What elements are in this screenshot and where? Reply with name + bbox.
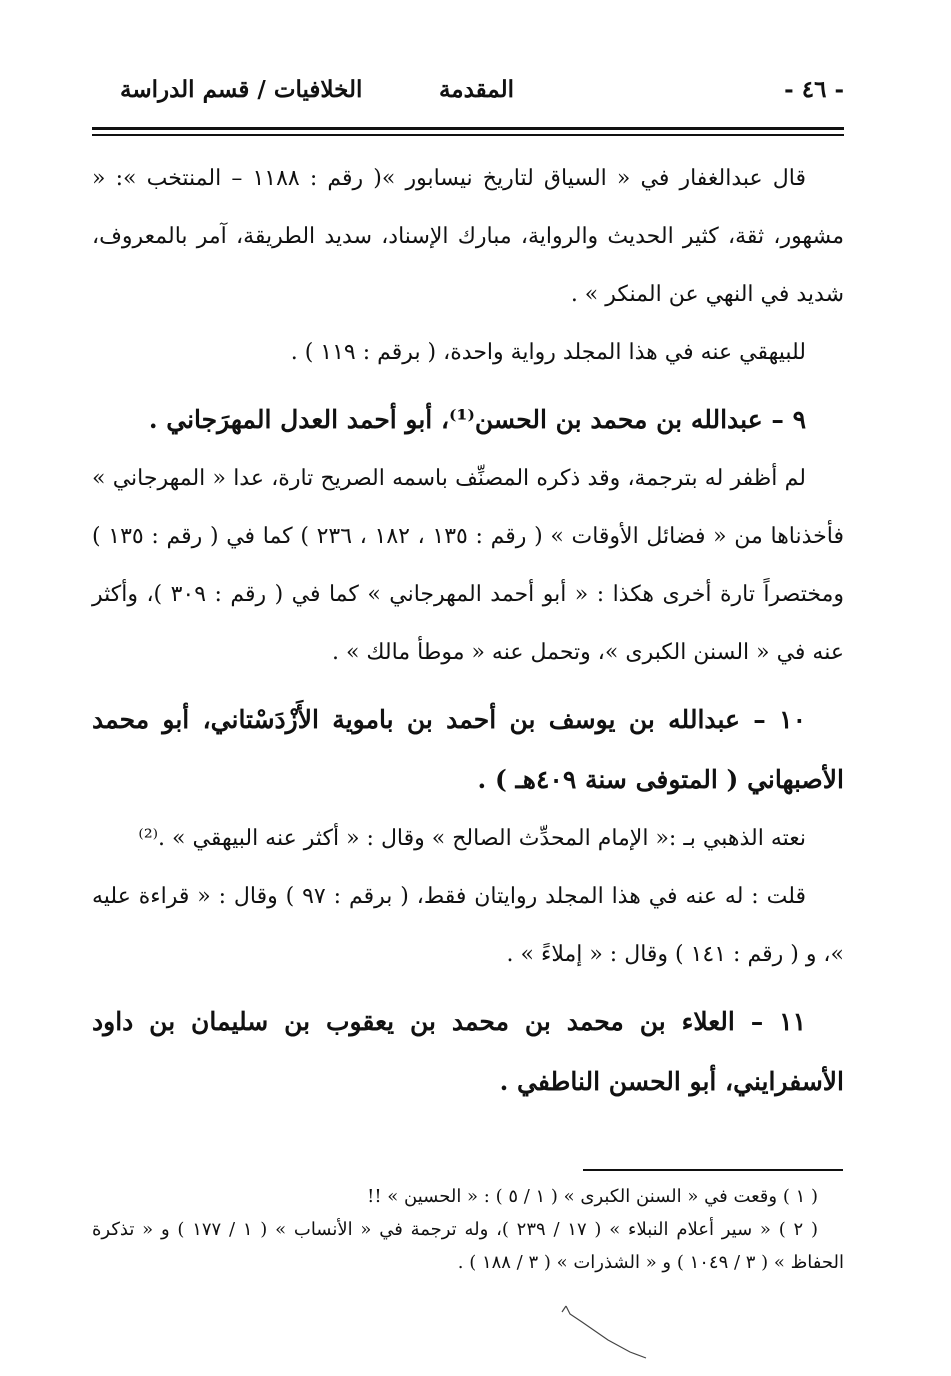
entry-heading-10: ١٠ – عبدالله بن يوسف بن أحمد بن باموية الأَزْدَسْتاني، أبو محمد الأصبهاني ( المتوفى سنة ٤٠٩هـ ) . — [92, 705, 844, 794]
footnotes — [92, 1180, 844, 1279]
spacer — [92, 382, 844, 390]
spacer — [92, 984, 844, 992]
footnote-1: ( ١ ) وقعت في « السنن الكبرى » ( ١ / ٥ ) : « الحسين » !! — [367, 1186, 818, 1207]
entry-heading-11: ١١ – العلاء بن محمد بن محمد بن يعقوب بن سليمان بن داود الأسفرايني، أبو الحسن الناطفي . — [92, 1007, 844, 1096]
section-title: المقدمة — [438, 76, 514, 103]
book-title: الخلافيات / قسم الدراسة — [120, 76, 363, 103]
header-rule-thin — [92, 134, 844, 136]
pen-stroke-mark — [548, 1300, 658, 1360]
page-header — [92, 72, 844, 112]
paragraph-riwaya: للبيهقي عنه في هذا المجلد رواية واحدة، ( برقم : ١١٩ ) . — [290, 340, 806, 365]
page-body — [92, 150, 844, 1112]
entry-heading-9: ٩ – عبدالله بن محمد بن الحسن⁽¹⁾، أبو أحمد العدل المهرَجاني . — [148, 405, 806, 434]
footnote-separator — [583, 1169, 843, 1171]
paragraph-entry-9: لم أظفر له بترجمة، وقد ذكره المصنِّف باسمه الصريح تارة، عدا « المهرجاني » فأخذناها من « فضائل الأوقات » ( رقم : ١٣٥ ، ١٨٢ ، ٢٣٦ ) كما في ( رقم : ١٣٥ ) ومختصراً تارة أخرى هكذا : « أبو أحمد المهرجاني » كما في ( رقم : ٣٠٩ )، وأكثر عنه في « السنن الكبرى »، وتحمل عنه « موطأ مالك » . — [92, 466, 845, 665]
paragraph-dhahabi: نعته الذهبي بـ :« الإمام المحدِّث الصالح » وقال : « أكثر عنه البيهقي » .⁽²⁾ — [138, 826, 806, 851]
footnote-2: ( ٢ ) « سير أعلام النبلاء » ( ١٧ / ٢٣٩ )، وله ترجمة في « الأنساب » ( ١ / ١٧٧ ) و « تذكرة الحفاظ » ( ٣ / ١٠٤٩ ) و « الشذرات » ( ٣ / ١٨٨ ) . — [92, 1219, 844, 1273]
paragraph-abdulghaffar: قال عبدالغفار في « السياق لتاريخ نيسابور »( رقم : ١١٨٨ – المنتخب »: « مشهور، ثقة، كثير الحديث والرواية، مبارك الإسناد، سديد الطريقة، آمر بالمعروف، شديد في النهي عن المنكر » . — [92, 166, 844, 307]
paragraph-qultu: قلت : له عنه في هذا المجلد روايتان فقط، ( برقم : ٩٧ ) وقال : « قراءة عليه »، و ( رقم : ١٤١ ) وقال : « إملاءً » . — [92, 884, 844, 967]
header-rule-thick — [92, 127, 844, 130]
page-number: - ٤٦ - — [784, 76, 844, 103]
spacer — [92, 682, 844, 690]
